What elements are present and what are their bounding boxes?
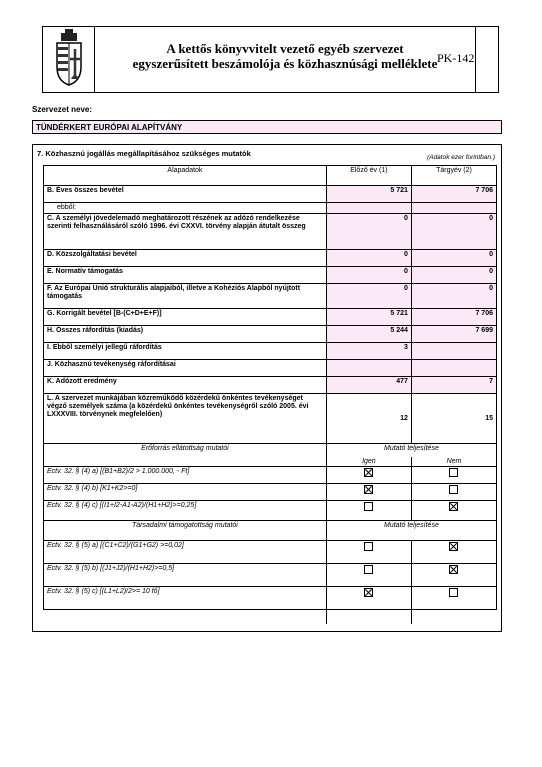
table-row [44,343,497,360]
no-checkbox[interactable] [449,485,458,494]
row-label: E. Normatív támogatás [44,267,327,284]
indicator-label: Ectv. 32. § (4) a) [(B1+B2)/2 > 1.000.000, - Ft] [44,467,327,484]
value-curr[interactable] [411,343,496,360]
form-title-line-1: A kettős könyvvitelt vezető egyéb szervezet [166,41,404,56]
row-label: G. Korrigált bevétel [B-(C+D+E+F)] [44,309,327,326]
hungarian-coat-of-arms-icon [43,27,95,92]
social-header-row [44,521,497,541]
resource-header-row [44,444,497,457]
yes-cell [326,587,411,610]
yes-cell [326,484,411,501]
no-cell [411,564,496,587]
resource-row [44,467,497,484]
no-header: Nem [411,457,496,467]
value-curr[interactable]: 0 [411,284,496,309]
no-cell [411,467,496,484]
value-curr[interactable]: 15 [411,394,496,444]
resource-row [44,484,497,501]
social-row [44,541,497,564]
value-prev[interactable]: 0 [326,267,411,284]
yes-checkbox[interactable] [364,485,373,494]
table-row [44,394,497,444]
resource-row [44,501,497,521]
indicator-label: Ectv. 32. § (5) c) [(L1+L2)/2>= 10 fő] [44,587,327,610]
fulfil-header: Mutató teljesítése [326,444,496,457]
table-row [44,309,497,326]
coat-of-arms-logo [43,27,95,92]
value-curr[interactable] [411,360,496,377]
value-curr[interactable]: 7 706 [411,186,496,203]
yes-checkbox[interactable] [364,565,373,574]
indicator-label: Ectv. 32. § (5) a) [(C1+C2)/(G1+G2) >=0,02] [44,541,327,564]
value-curr[interactable] [411,203,496,214]
no-cell [411,501,496,521]
yes-header: Igen [326,457,411,467]
table-row [44,203,497,214]
resource-header: Erőforrás ellátottság mutatói [44,444,327,467]
yes-checkbox[interactable] [364,468,373,477]
table-row [44,284,497,309]
value-prev[interactable]: 0 [326,214,411,250]
indicator-label: Ectv. 32. § (4) b) [K1+K2>=0] [44,484,327,501]
no-checkbox[interactable] [449,502,458,511]
row-label: C. A személyi jövedelemadó meghatározott részének az adózó rendelkezése szerinti felhasználásáról szóló 1996. évi CXXVI. törvény alapján átutalt összeg [44,214,327,250]
no-cell [411,587,496,610]
value-prev[interactable]: 0 [326,284,411,309]
empty-cell [44,610,327,624]
form-title-line-2: egyszerűsített beszámolója és közhasznúsági melléklete [132,56,438,71]
col-header-prev: Előző év (1) [326,166,411,186]
yes-checkbox[interactable] [364,502,373,511]
table-row [44,186,497,203]
no-checkbox[interactable] [449,542,458,551]
social-header: Társadalmi támogatottság mutatói [44,521,327,541]
unit-note: (Adatok ezer forintban.) [427,154,495,161]
table-row [44,326,497,343]
row-label: K. Adózott eredmény [44,377,327,394]
value-prev[interactable]: 477 [326,377,411,394]
table-row [44,267,497,284]
value-prev[interactable]: 5 721 [326,186,411,203]
row-label: B. Éves összes bevétel [44,186,327,203]
value-curr[interactable]: 0 [411,214,496,250]
row-label: L. A szervezet munkájában közreműködő közérdekű önkéntes tevékenységet végző személyek száma (a közérdekű önkéntes tevékenységről szóló 2005. évi LXXXVIII. törvénynek megfelelően) [44,394,327,444]
indicator-label: Ectv. 32. § (4) c) [(I1+I2-A1-A2)/(H1+H2)>=0,25] [44,501,327,521]
value-prev[interactable]: 0 [326,250,411,267]
table-row [44,214,497,250]
table-row [44,377,497,394]
value-curr[interactable]: 7 699 [411,326,496,343]
org-name-field[interactable]: TÜNDÉRKERT EURÓPAI ALAPÍTVÁNY [32,120,502,134]
value-prev[interactable]: 5 721 [326,309,411,326]
indicator-table [43,165,497,624]
col-header-name: Alapadatok [44,166,327,186]
empty-cell [411,610,496,624]
value-curr[interactable]: 7 706 [411,309,496,326]
no-cell [411,541,496,564]
yes-checkbox[interactable] [364,542,373,551]
social-fulfil-header: Mutató teljesítése [326,521,496,541]
col-header-curr: Tárgyév (2) [411,166,496,186]
row-label: J. Közhasznú tevékenység ráfordításai [44,360,327,377]
yes-cell [326,501,411,521]
table-header-row [44,166,497,186]
yes-cell [326,467,411,484]
value-curr[interactable]: 0 [411,267,496,284]
table-row-empty [44,610,497,624]
social-row [44,587,497,610]
indicator-label: Ectv. 32. § (5) b) [(J1+J2)/(H1+H2)>=0,5] [44,564,327,587]
value-prev[interactable] [326,203,411,214]
table-row [44,360,497,377]
no-cell [411,484,496,501]
row-label: H. Összes ráfordítás (kiadás) [44,326,327,343]
value-curr[interactable]: 0 [411,250,496,267]
no-checkbox[interactable] [449,468,458,477]
indicator-section [32,144,502,632]
no-checkbox[interactable] [449,565,458,574]
form-title [95,27,476,92]
value-prev[interactable]: 3 [326,343,411,360]
row-label: I. Ebből személyi jellegű ráfordítás [44,343,327,360]
row-label: F. Az Európai Unió strukturális alapjaiból, illetve a Kohéziós Alapból nyújtott támogatás [44,284,327,309]
empty-cell [326,610,411,624]
yes-cell [326,541,411,564]
value-prev[interactable] [326,360,411,377]
yes-checkbox[interactable] [364,588,373,597]
form-code: PK-142 [437,51,475,65]
section-title: 7. Közhasznú jogállás megállapításához szükséges mutatók [37,149,251,158]
row-label [44,203,327,214]
value-prev[interactable]: 5 244 [326,326,411,343]
org-name-label: Szervezet neve: [32,105,93,114]
row-label-text: ebből: [57,204,77,211]
social-row [44,564,497,587]
value-curr[interactable]: 7 [411,377,496,394]
form-header [42,26,499,93]
table-row [44,250,497,267]
yes-cell [326,564,411,587]
no-checkbox[interactable] [449,588,458,597]
row-label: D. Közszolgáltatási bevétel [44,250,327,267]
value-prev[interactable]: 12 [326,394,411,444]
